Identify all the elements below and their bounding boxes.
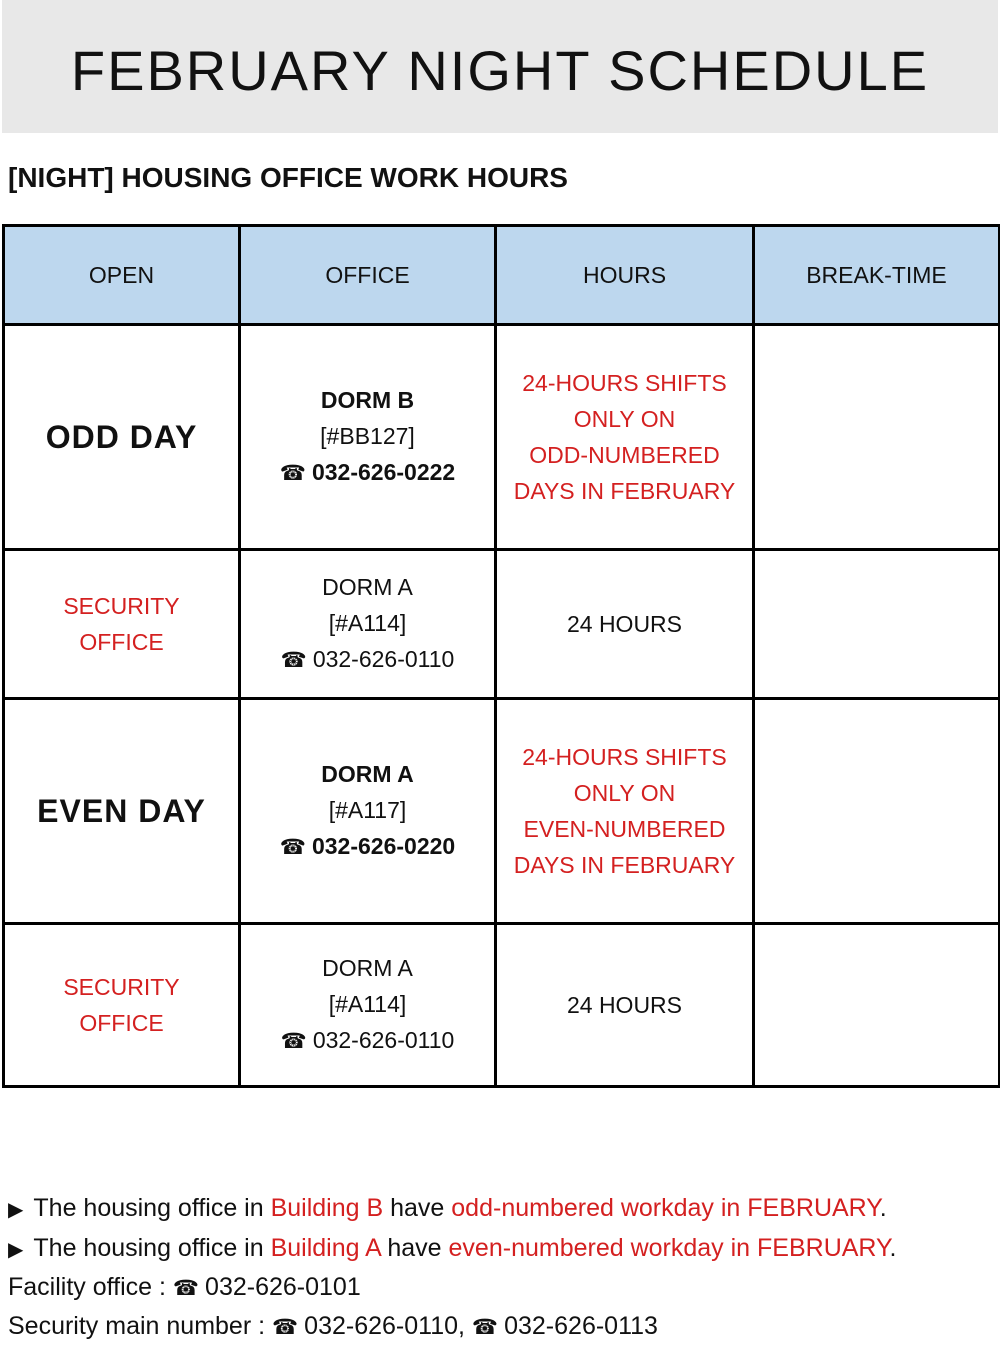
office-name: DORM A [322, 574, 413, 600]
arrow-right-icon: ▶ [8, 1199, 24, 1221]
phone-icon: ☎ [471, 1315, 499, 1339]
office-phone [241, 454, 494, 492]
phone-icon: ☎ [280, 649, 307, 672]
hours-line: 24-HOURS SHIFTS [522, 744, 727, 770]
header-hours: HOURS [496, 226, 754, 325]
open-line: OFFICE [79, 1010, 164, 1036]
day-label: ODD DAY [45, 418, 198, 455]
office-phone-number: 032-626-0222 [311, 459, 456, 485]
security-phone-1: 032-626-0110 [304, 1311, 459, 1340]
hours-line: DAYS IN FEBRUARY [513, 852, 736, 878]
title-banner [2, 0, 998, 133]
open-line: SECURITY [63, 593, 180, 619]
security-phone-2: 032-626-0113 [504, 1311, 658, 1340]
workday-highlight: odd-numbered workday in FEBRUARY [451, 1194, 880, 1222]
hours-line: ONLY ON [573, 406, 676, 432]
office-room: [#BB127] [320, 423, 415, 449]
workday-highlight: even-numbered workday in FEBRUARY [448, 1233, 890, 1262]
header-office: OFFICE [240, 226, 496, 325]
hours-cell [496, 699, 754, 924]
break-time-cell [754, 699, 1000, 924]
open-line: SECURITY [63, 974, 180, 1000]
hours-value: 24 HOURS [566, 611, 683, 637]
arrow-right-icon: ▶ [8, 1238, 24, 1261]
office-phone-number: 032-626-0110 [312, 1027, 455, 1053]
table-row [4, 924, 1000, 1087]
table-row [4, 325, 1000, 550]
office-name: DORM B [320, 387, 415, 413]
security-main-line: Security main number : ☎ 032-626-0110, ☎ 032-626-0113 [8, 1311, 658, 1340]
note-building-a: ▶ The housing office in Building A have even-numbered workday in FEBRUARY. [8, 1233, 897, 1262]
hours-line: 24-HOURS SHIFTS [522, 370, 727, 396]
office-room: [#A114] [328, 610, 407, 636]
notes-section [8, 1190, 896, 1346]
schedule-table [2, 224, 1000, 1088]
hours-line: ONLY ON [573, 780, 676, 806]
office-name: DORM A [322, 955, 413, 981]
office-room: [#A114] [328, 991, 407, 1017]
facility-phone: 032-626-0101 [205, 1273, 361, 1301]
phone-icon: ☎ [279, 836, 306, 859]
hours-cell [496, 550, 754, 699]
section-subtitle: [NIGHT] HOUSING OFFICE WORK HOURS [8, 162, 568, 193]
break-time-cell [754, 924, 1000, 1087]
hours-line: DAYS IN FEBRUARY [513, 478, 736, 504]
hours-line: ODD-NUMBERED [529, 442, 720, 468]
office-cell [240, 924, 496, 1087]
office-phone [241, 828, 494, 866]
office-room: [#A117] [328, 797, 407, 823]
open-cell [4, 325, 240, 550]
office-phone [241, 1022, 494, 1060]
page-title: FEBRUARY NIGHT SCHEDULE [70, 39, 930, 102]
facility-office-line: Facility office : ☎ 032-626-0101 [8, 1273, 361, 1301]
office-phone-number: 032-626-0220 [311, 833, 456, 859]
hours-cell [496, 924, 754, 1087]
header-break-time: BREAK-TIME [754, 226, 1000, 325]
break-time-cell [754, 325, 1000, 550]
building-name: Building A [270, 1233, 381, 1262]
table-header-row [4, 226, 1000, 325]
phone-icon: ☎ [280, 1030, 307, 1053]
open-line: OFFICE [79, 629, 164, 655]
phone-icon: ☎ [279, 462, 306, 485]
office-cell [240, 325, 496, 550]
table-row [4, 550, 1000, 699]
office-name: DORM A [321, 761, 414, 787]
header-open: OPEN [4, 226, 240, 325]
hours-value: 24 HOURS [566, 992, 683, 1018]
break-time-cell [754, 550, 1000, 699]
open-cell [4, 699, 240, 924]
note-building-b: ▶ The housing office in Building B have odd-numbered workday in FEBRUARY. [8, 1194, 887, 1222]
phone-icon: ☎ [272, 1315, 299, 1339]
hours-line: EVEN-NUMBERED [523, 816, 726, 842]
office-phone [241, 641, 494, 679]
day-label: EVEN DAY [37, 792, 206, 829]
building-name: Building B [270, 1194, 384, 1222]
hours-cell [496, 325, 754, 550]
office-cell [240, 550, 496, 699]
table-row [4, 699, 1000, 924]
phone-icon: ☎ [172, 1277, 200, 1300]
office-phone-number: 032-626-0110 [312, 646, 455, 672]
open-cell [4, 924, 240, 1087]
open-cell [4, 550, 240, 699]
office-cell [240, 699, 496, 924]
